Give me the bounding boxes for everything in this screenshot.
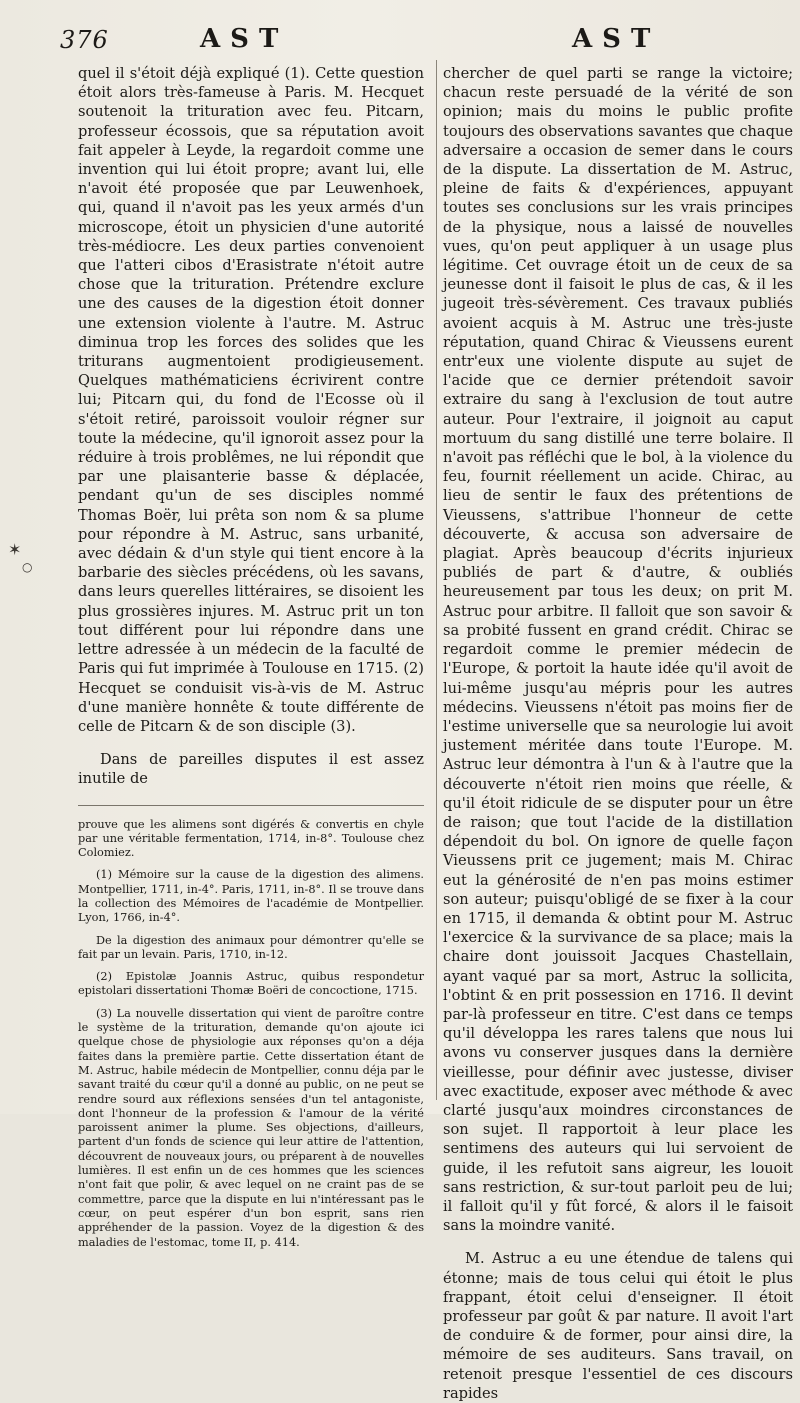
- running-head-left: AST: [200, 24, 289, 54]
- left-paragraph-2: Dans de pareilles disputes il est assez inutile de: [78, 751, 424, 788]
- footnote-1: (1) Mémoire sur la cause de la digestion des alimens. Montpellier, 1711, in-4°. Paris, 1711, in-8°. Il se trouve dans la collection des Mémoires de l'académie de Montpellier. Lyon, 1766, in-4°.: [78, 868, 424, 925]
- margin-mark-icon: ✶: [8, 540, 22, 559]
- left-paragraph-1: quel il s'étoit déjà expliqué (1). Cette question étoit alors très-fameuse à Paris. M. Hecquet soutenoit la trituration avec feu. Pitcarn, professeur écossois, que sa réputation avoit fait appeler à Leyde, la regardoit comme une invention qui lui étoit propre; avant lui, elle n'avoit été proposée que par Leuwenhoek, qui, quand il n'avoit pas les yeux armés d'un microscope, étoit un physicien d'une autorité très-médiocre. Les deux parties convenoient que l'atteri cibos d'Erasistrate n'étoit autre chose que la trituration. Prétendre exclure une des causes de la digestion étoit donner une extension violente à l'autre. M. Astruc diminua trop les forces des solides que les triturans augmentoient prodigieusement. Quelques mathématiciens écrivirent contre lui; Pitcarn qui, du fond de l'Ecosse où il s'étoit retiré, paroissoit vouloir régner sur toute la médecine, qu'il ignoroit assez pour la réduire à trois problêmes, ne lui répondit que par une plaisanterie basse & déplacée, pendant qu'un de ses disciples nommé Thomas Boër, lui prêta son nom & sa plume pour répondre à M. Astruc, sans urbanité, avec dédain & d'un style qui tient encore à la barbarie des siècles précédens, où les savans, dans leurs querelles littéraires, se disoient les plus grossières injures. M. Astruc prit un ton tout différent pour lui répondre dans une lettre adressée à un médecin de la faculté de Paris qui fut imprimée à Toulouse en 1715. (2) Hecquet se conduisit vis-à-vis de M. Astruc d'une manière honnête & toute différente de celle de Pitcarn & de son disciple (3).: [78, 65, 424, 735]
- right-column: [443, 64, 793, 1403]
- footnote-2: (2) Epistolæ Joannis Astruc, quibus respondetur epistolari dissertationi Thomæ Boëri de concoctione, 1715.: [78, 970, 424, 998]
- left-column: [78, 64, 424, 1258]
- running-head-right: AST: [572, 24, 661, 54]
- footnote-1-extra: De la digestion des animaux pour démontrer qu'elle se fait par un levain. Paris, 1710, in-12.: [78, 933, 424, 961]
- page-header: [0, 22, 800, 58]
- footnotes: [78, 818, 424, 1250]
- footnote-separator: [78, 805, 424, 806]
- page-number: 376: [60, 26, 109, 54]
- right-paragraph-2: M. Astruc a eu une étendue de talens qui étonne; mais de tous celui qui étoit le plus frappant, étoit celui d'enseigner. Il étoit professeur par goût & par nature. Il avoit l'art de conduire & de former, pour ainsi dire, la mémoire de ses auditeurs. Sans travail, on retenoit presque l'essentiel de ces discours rapides: [443, 1250, 793, 1402]
- column-divider: [436, 60, 437, 1100]
- footnote-continuation: prouve que les alimens sont digérés & convertis en chyle par une véritable fermentation, 1714, in-8°. Toulouse chez Colomiez.: [78, 817, 424, 860]
- margin-dot-icon: ○: [22, 560, 33, 574]
- right-paragraph-1: chercher de quel parti se range la victoire; chacun reste persuadé de la vérité de son opinion; mais du moins le public profite toujours des observations savantes que chaque adversaire a occasion de semer dans le cours de la dispute. La dissertation de M. Astruc, pleine de faits & d'expériences, appuyant toutes ses conclusions sur les vrais principes de la physique, nous a laissé de nouvelles vues, qu'on peut appliquer à un usage plus légitime. Cet ouvrage étoit un de ceux de sa jeunesse dont il faisoit le plus de cas, & il les jugeoit très-sévèrement. Ces travaux publiés avoient acquis à M. Astruc une très-juste réputation, quand Chirac & Vieussens eurent entr'eux une violente dispute au sujet de l'acide que ce dernier prétendoit savoir extraire du sang à l'exclusion de tout autre auteur. Pour l'extraire, il joignoit au caput mortuum du sang distillé une terre bolaire. Il n'avoit pas réfléchi que le bol, à la violence du feu, fournit réellement un acide. Chirac, au lieu de sentir le faux des prétentions de Vieussens, s'attribue l'honneur de cette découverte, & accusa son adversaire de plagiat. Après beaucoup d'écrits injurieux publiés de part & d'autre, & oubliés heureusement par tous les deux; on prit M. Astruc pour arbitre. Il falloit que son savoir & sa probité fussent en grand crédit. Chirac se regardoit comme le premier médecin de l'Europe, & portoit la haute idée qu'il avoit de lui-même jusqu'au mépris pour les autres médecins. Vieussens n'étoit pas moins fier de l'estime universelle que sa neurologie lui avoit justement méritée dans toute l'Europe. M. Astruc leur démontra à l'un & à l'autre que la découverte n'étoit rien moins que réelle, & qu'il étoit ridicule de se disputer pour un être de raison; que tout l'acide de la distillation dépendoit du bol. On ignore de quelle façon Vieussens prit ce jugement; mais M. Chirac eut la générosité de n'en pas moins estimer son auteur; puisqu'obligé de se fixer à la cour en 1715, il demanda & obtint pour M. Astruc l'exercice & la survivance de sa place; mais la chaire dont jouissoit Jacques Chastellain, ayant vaqué par sa mort, Astruc la sollicita, l'obtint & en prit possession en 1716. Il devint par-là professeur en titre. C'est dans ce temps qu'il développa les rares talens que nous lui avons vu conserver jusques dans la dernière vieillesse, pour définir avec justesse, diviser avec exactitude, exposer avec méthode & avec clarté jusqu'aux moindres circonstances de son sujet. Il rapportoit à leur place les sentimens des auteurs qui lui servoient de guide, il les refutoit sans aigreur, les louoit sans restriction, & sur-tout parloit peu de lui; il falloit qu'il y fût forcé, & alors il le faisoit sans la moindre vanité.: [443, 65, 793, 1235]
- footnote-3: (3) La nouvelle dissertation qui vient de paroître contre le système de la trituration, demande qu'on ajoute ici quelque chose de physiologie aux réponses qu'on a déja faites dans la première partie. Cette dissertation étant de M. Astruc, habile médecin de Montpellier, connu déja par le savant traité du cœur qu'il a donné au public, on ne peut se rendre sourd aux réflexions sensées d'un tel antagoniste, dont l'honneur de la profession & l'amour de la vérité paroissent animer la plume. Ses objections, d'ailleurs, partent d'un fonds de science qui leur attire de l'attention, découvrent de nouveaux jours, ou préparent à de nouvelles lumières. Il est enfin un de ces hommes que les sciences n'ont fait que polir, & avec lequel on ne craint pas de se commettre, parce que la dispute en lui n'intéressant pas le cœur, on peut espérer d'un bon esprit, sans rien appréhender de la passion. Voyez de la digestion & des maladies de l'estomac, tome II, p. 414.: [78, 1006, 424, 1249]
